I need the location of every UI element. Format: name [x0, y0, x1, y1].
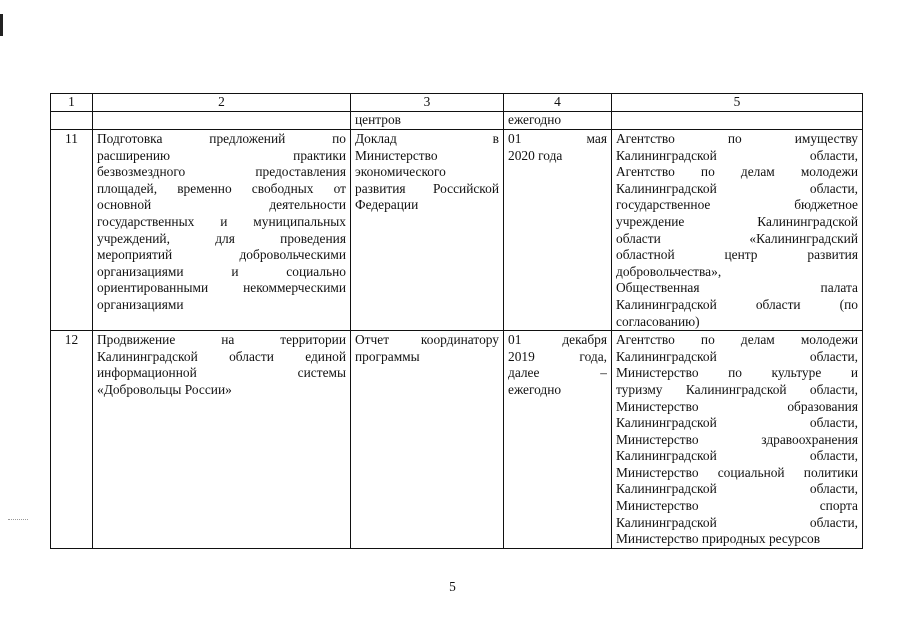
row-number: 11 [51, 130, 93, 331]
text-line: Федерации [355, 197, 419, 213]
scan-artifact [8, 519, 28, 521]
action-plan-table [50, 93, 863, 549]
text-line: Общественная палата [616, 280, 858, 296]
text-line: ежегодно [508, 381, 562, 397]
text-line: мероприятий добровольческими [97, 247, 346, 263]
text-line: Отчет координатору [355, 332, 499, 348]
text-line: Агентство по имуществу [616, 131, 858, 146]
text-line: Калининградской области, [616, 448, 858, 464]
text-line: учреждение Калининградской [616, 213, 858, 229]
text-line: Калининградской области, [616, 180, 858, 196]
text-line: Калининградской области, [616, 481, 858, 497]
text-line: информационной системы [97, 365, 346, 381]
task-cell [93, 130, 351, 331]
text-line: Доклад в [355, 131, 499, 146]
text-line: 01 мая [508, 131, 607, 146]
text-line: Министерство спорта [616, 498, 858, 514]
text-line: согласованию) [616, 313, 700, 329]
executors-cell [612, 130, 863, 331]
text-line: Калининградской области, [616, 348, 858, 364]
executors-cell [612, 331, 863, 549]
continuation-row [51, 112, 863, 130]
task-cell [93, 331, 351, 549]
text-line: организациями [97, 296, 184, 312]
result-cell [351, 331, 504, 549]
text-line: Калининградской области, [616, 415, 858, 431]
continuation-cell-5 [612, 112, 863, 130]
header-cell-5: 5 [612, 94, 863, 112]
continuation-cell-3: центров [351, 112, 504, 130]
scan-edge-mark [0, 14, 3, 36]
text-line: Министерство социальной политики [616, 464, 858, 480]
text-line: государственных и муниципальных [97, 213, 346, 229]
header-cell-1: 1 [51, 94, 93, 112]
text-line: «Добровольцы России» [97, 381, 232, 397]
text-line: далее – [508, 365, 607, 381]
text-line: 2020 года [508, 147, 563, 163]
text-line: туризму Калининградской области, [616, 381, 858, 397]
result-cell [351, 130, 504, 331]
row-number: 12 [51, 331, 93, 549]
text-line: площадей, временно свободных от [97, 180, 346, 196]
header-cell-3: 3 [351, 94, 504, 112]
text-line: программы [355, 348, 420, 364]
page-number: 5 [449, 579, 456, 594]
text-line: организациями и социально [97, 263, 346, 279]
text-line: расширению практики [97, 147, 346, 163]
continuation-cell-2 [93, 112, 351, 130]
text-line: добровольчества», [616, 263, 722, 279]
table-header-row [51, 94, 863, 112]
text-line: безвозмездного предоставления [97, 164, 346, 180]
table-row [51, 331, 863, 549]
text-line: Продвижение на территории [97, 332, 346, 348]
text-line: экономического [355, 164, 446, 180]
deadline-cell [504, 331, 612, 549]
text-line: учреждений, для проведения [97, 230, 346, 246]
text-line: Агентство по делам молодежи [616, 164, 858, 180]
text-line: Министерство образования [616, 398, 858, 414]
table-row [51, 130, 863, 331]
continuation-cell-4: ежегодно [504, 112, 612, 130]
text-line: Министерство по культуре и [616, 365, 858, 381]
text-line: Подготовка предложений по [97, 131, 346, 146]
text-line: основной деятельности [97, 197, 346, 213]
text-line: Калининградской области единой [97, 348, 346, 364]
deadline-cell [504, 130, 612, 331]
header-cell-2: 2 [93, 94, 351, 112]
text-line: Министерство [355, 147, 438, 163]
text-line: Агентство по делам молодежи [616, 332, 858, 348]
text-line: государственное бюджетное [616, 197, 858, 213]
text-line: Министерство здравоохранения [616, 431, 858, 447]
text-line: областной центр развития [616, 247, 858, 263]
text-line: Министерство природных ресурсов [616, 531, 821, 547]
text-line: ориентированными некоммерческими [97, 280, 346, 296]
text-line: Калининградской области (по [616, 296, 858, 312]
text-line: Калининградской области, [616, 514, 858, 530]
text-line: области «Калининградский [616, 230, 858, 246]
header-cell-4: 4 [504, 94, 612, 112]
text-line: развития Российской [355, 180, 499, 196]
text-line: 01 декабря [508, 332, 607, 348]
continuation-cell-1 [51, 112, 93, 130]
text-line: 2019 года, [508, 348, 607, 364]
text-line: Калининградской области, [616, 147, 858, 163]
